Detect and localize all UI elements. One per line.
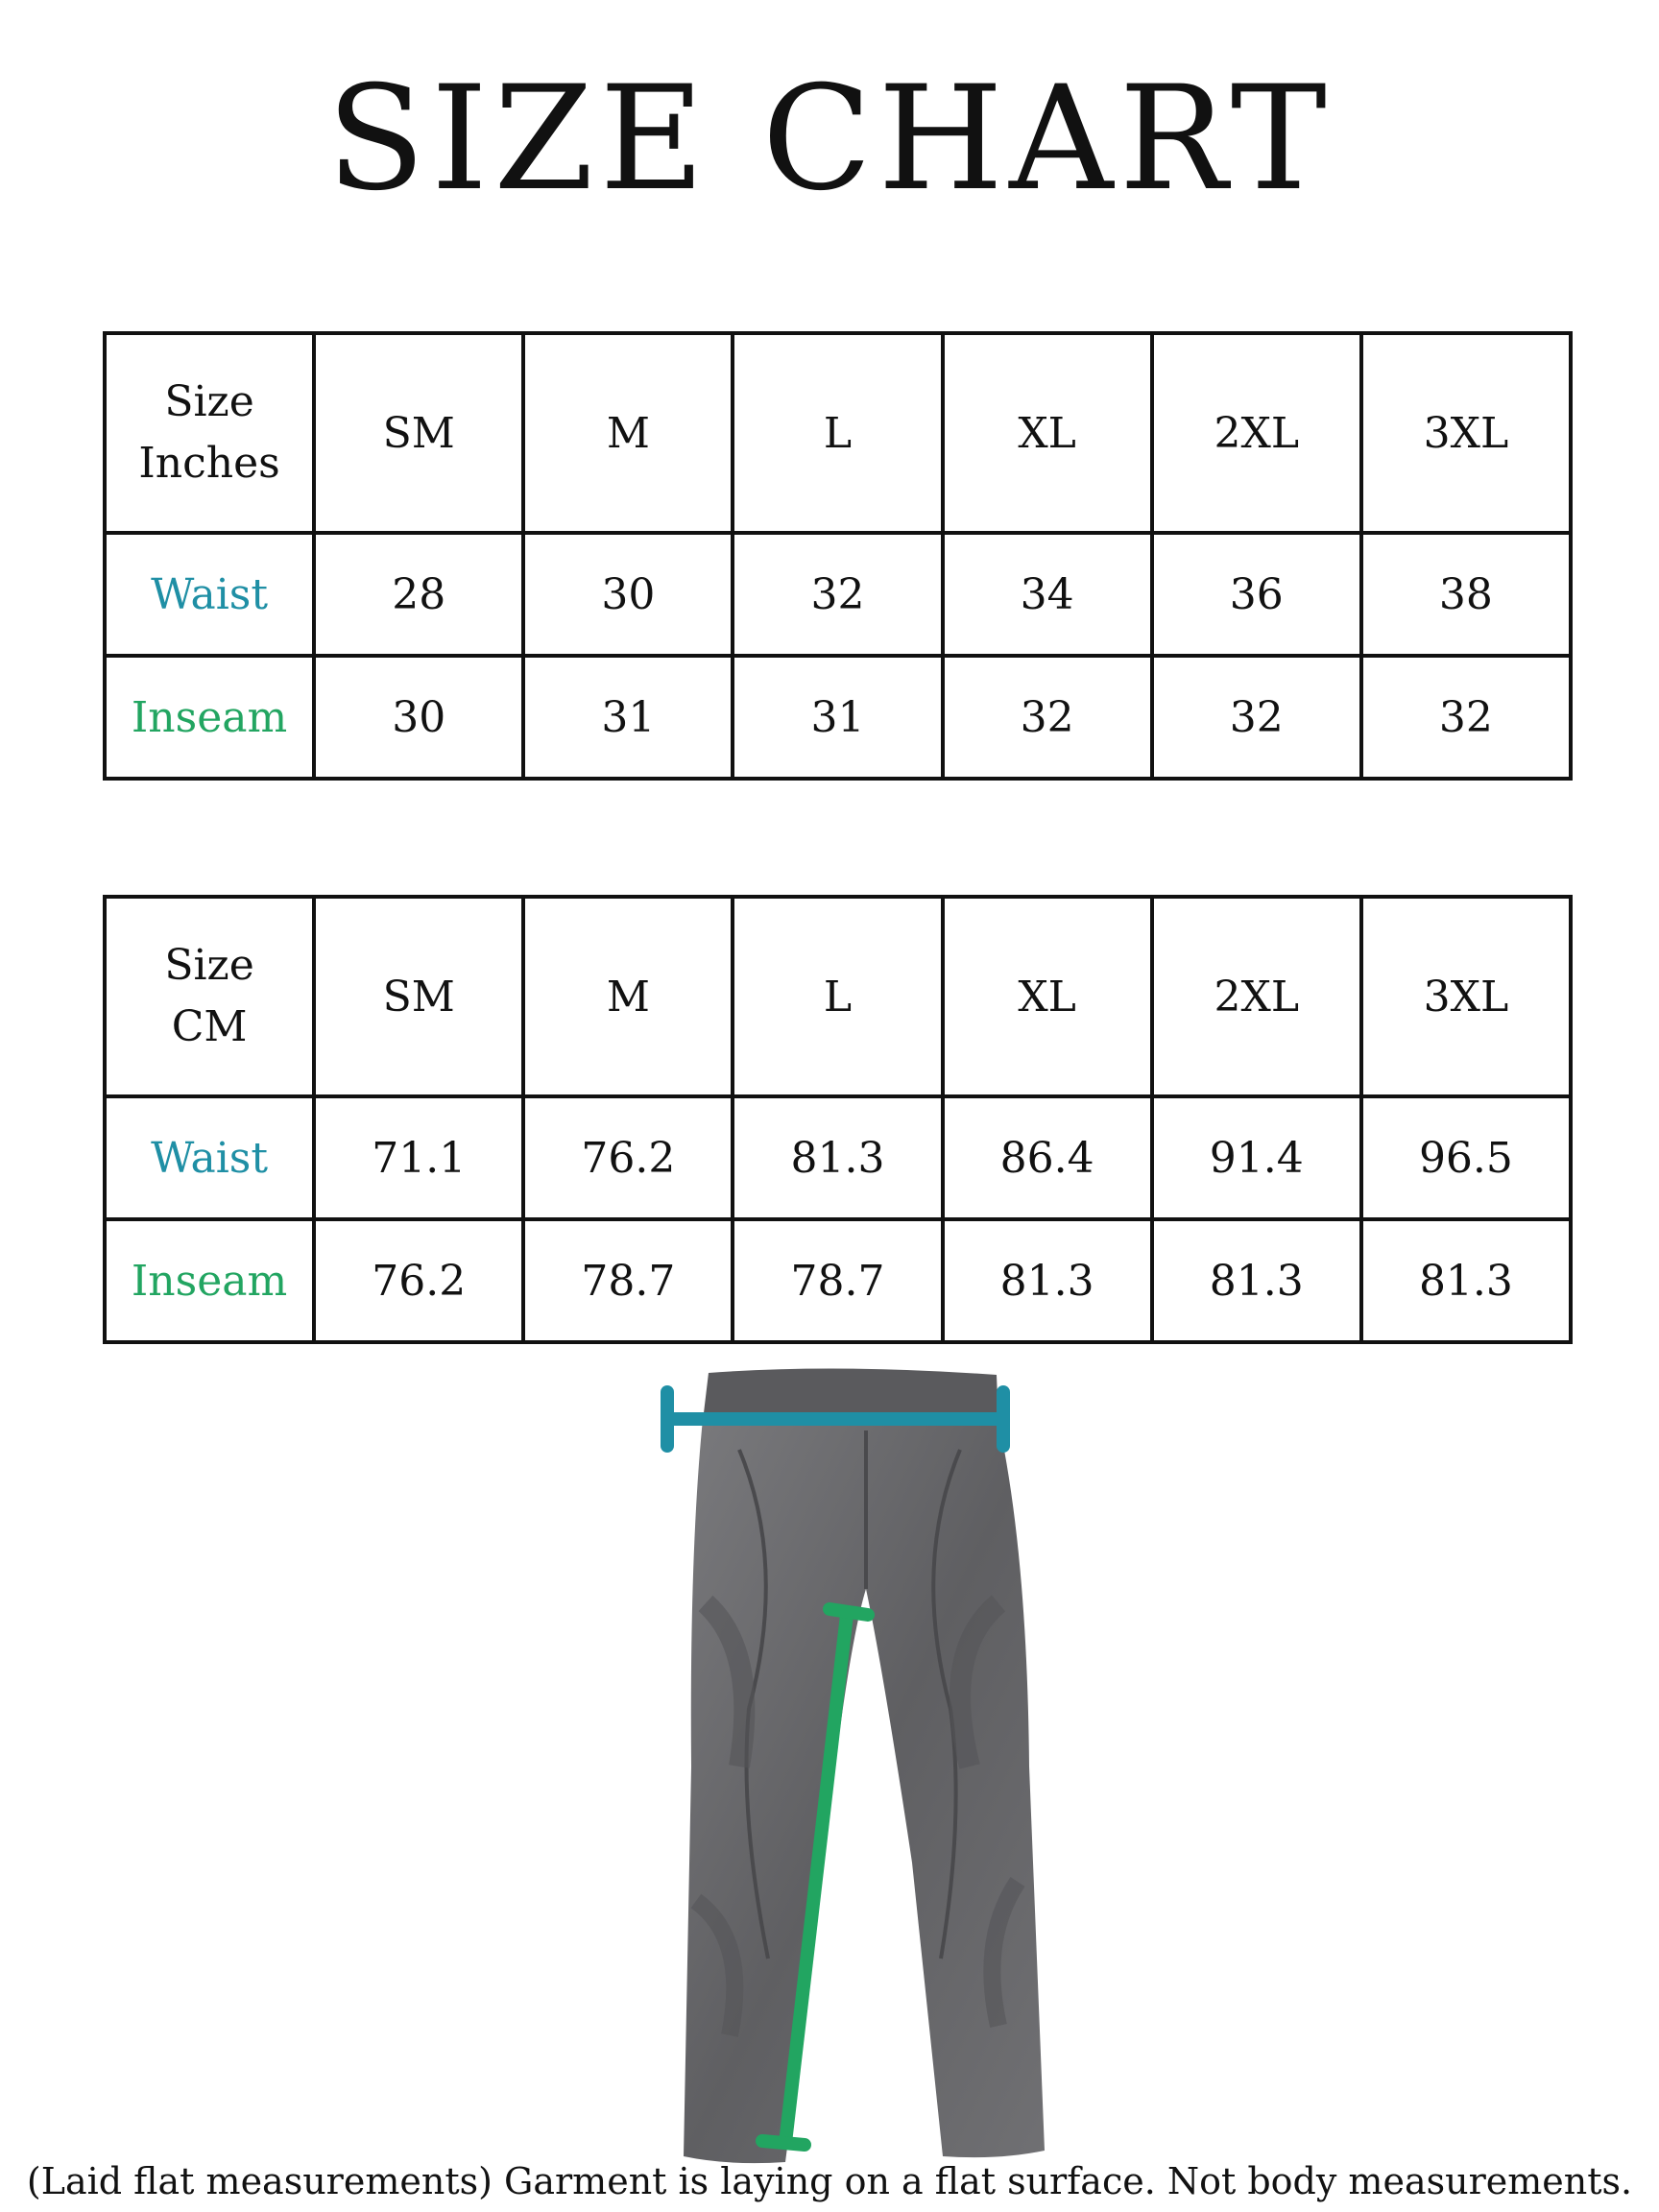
table-header-row — [105, 897, 1571, 1096]
table-cell: 32 — [1361, 656, 1571, 779]
pants-illustration — [595, 1363, 1075, 2179]
table-cell: 31 — [523, 656, 733, 779]
table-cell: 32 — [1152, 656, 1361, 779]
row-label-waist: Waist — [105, 533, 314, 656]
table-row-waist — [105, 1096, 1571, 1219]
table-row-waist — [105, 533, 1571, 656]
row-label-inseam: Inseam — [105, 1219, 314, 1342]
size-label: Size — [164, 377, 254, 427]
table-cell: 81.3 — [1152, 1219, 1361, 1342]
table-cell: 71.1 — [314, 1096, 523, 1219]
table-cell: 32 — [943, 656, 1152, 779]
size-header-sm: SM — [314, 333, 523, 533]
table-cell: 91.4 — [1152, 1096, 1361, 1219]
header-label-cell — [105, 897, 314, 1096]
table-row-inseam — [105, 656, 1571, 779]
table-cell: 81.3 — [1361, 1219, 1571, 1342]
size-label: Size — [164, 941, 254, 991]
table-cell: 32 — [733, 533, 942, 656]
size-table-cm — [103, 895, 1573, 1344]
unit-label: CM — [171, 1002, 248, 1051]
table-row-inseam — [105, 1219, 1571, 1342]
table-cell: 86.4 — [943, 1096, 1152, 1219]
header-label-cell — [105, 333, 314, 533]
pants-body — [684, 1368, 1045, 2163]
size-header-l: L — [733, 333, 942, 533]
table-cell: 30 — [314, 656, 523, 779]
size-header-m: M — [523, 333, 733, 533]
row-label-waist: Waist — [105, 1096, 314, 1219]
table-header-row — [105, 333, 1571, 533]
table-cell: 34 — [943, 533, 1152, 656]
size-header-3xl: 3XL — [1361, 897, 1571, 1096]
size-header-l: L — [733, 897, 942, 1096]
table-cell: 76.2 — [314, 1219, 523, 1342]
page-title: SIZE CHART — [326, 56, 1333, 223]
size-header-3xl: 3XL — [1361, 333, 1571, 533]
row-label-inseam: Inseam — [105, 656, 314, 779]
size-table-inches — [103, 331, 1573, 781]
table-cell: 81.3 — [943, 1219, 1152, 1342]
size-header-sm: SM — [314, 897, 523, 1096]
table-cell: 38 — [1361, 533, 1571, 656]
size-header-xl: XL — [943, 897, 1152, 1096]
table-cell: 96.5 — [1361, 1096, 1571, 1219]
table-cell: 78.7 — [733, 1219, 942, 1342]
size-header-m: M — [523, 897, 733, 1096]
table-cell: 28 — [314, 533, 523, 656]
size-header-2xl: 2XL — [1152, 333, 1361, 533]
measurement-note: (Laid flat measurements) Garment is laying on a flat surface. Not body measurements. — [26, 2160, 1633, 2202]
table-cell: 36 — [1152, 533, 1361, 656]
size-header-2xl: 2XL — [1152, 897, 1361, 1096]
table-cell: 81.3 — [733, 1096, 942, 1219]
unit-label: Inches — [138, 439, 280, 488]
table-cell: 30 — [523, 533, 733, 656]
table-cell: 76.2 — [523, 1096, 733, 1219]
table-cell: 78.7 — [523, 1219, 733, 1342]
table-cell: 31 — [733, 656, 942, 779]
size-header-xl: XL — [943, 333, 1152, 533]
